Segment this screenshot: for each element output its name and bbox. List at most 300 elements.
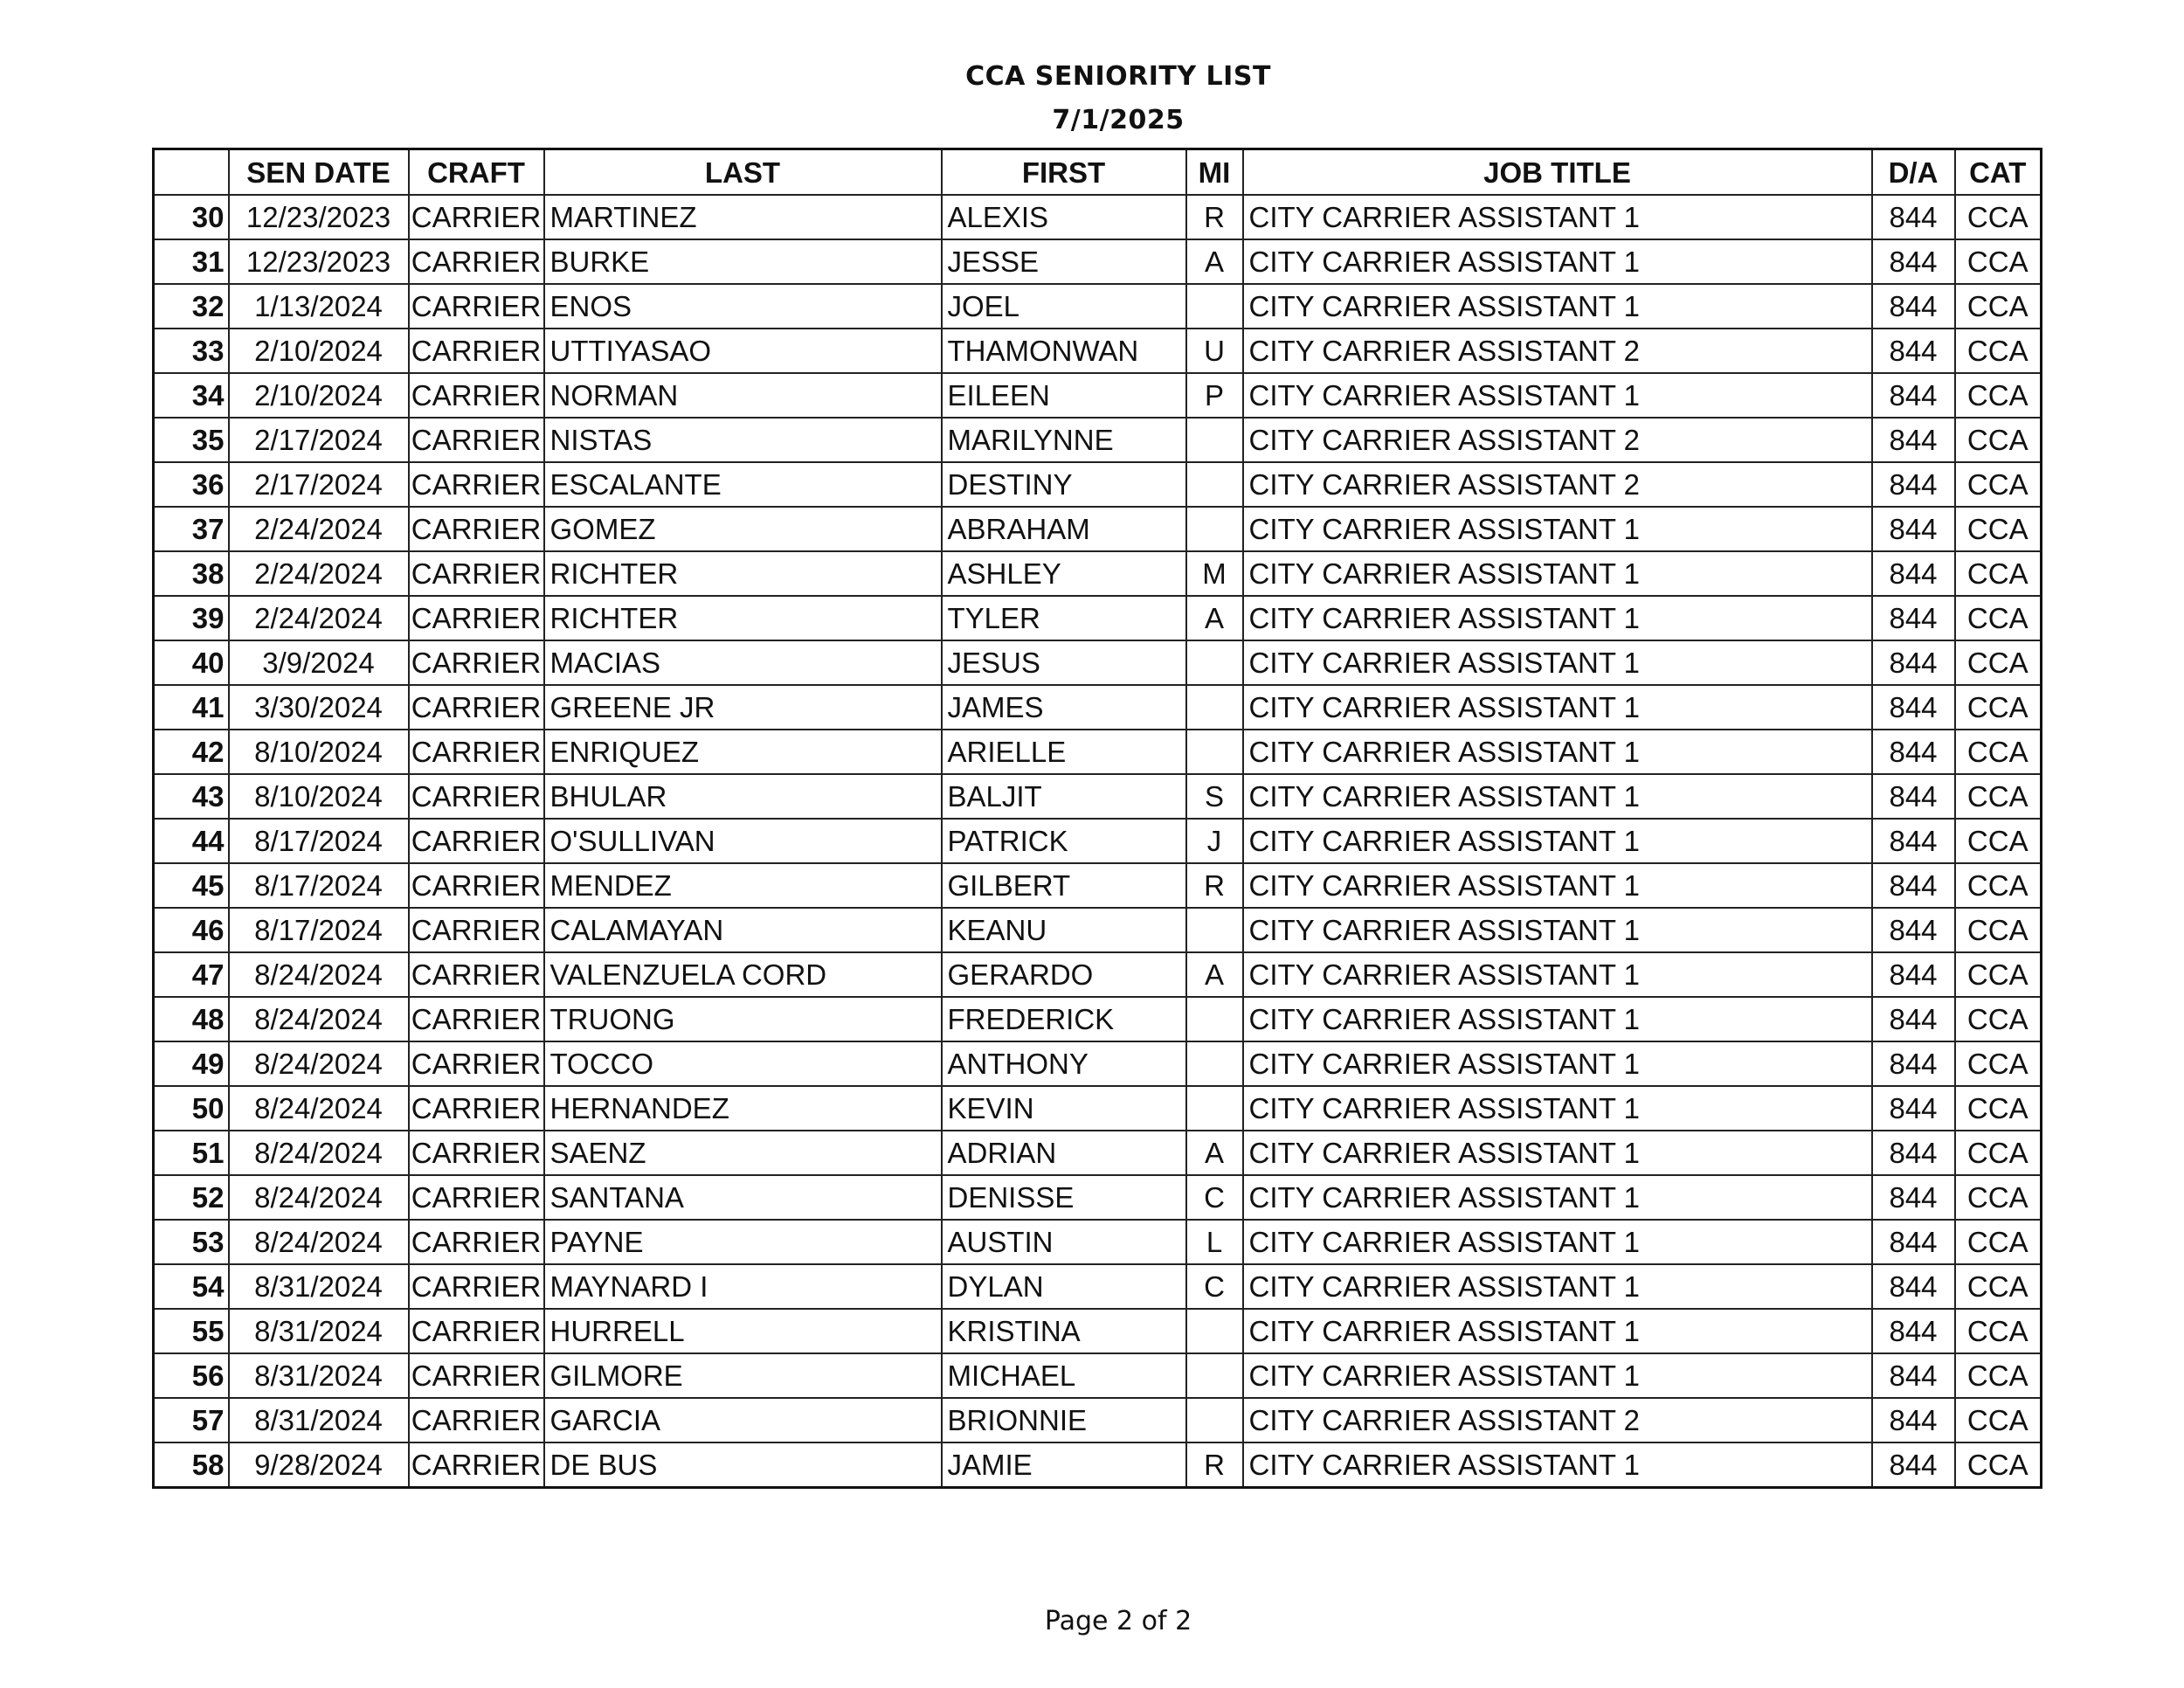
table-row — [154, 1398, 2042, 1442]
first-name-cell: THAMONWAN — [942, 329, 1186, 373]
mi-cell: M — [1186, 551, 1243, 596]
job-title-cell: CITY CARRIER ASSISTANT 1 — [1243, 1131, 1872, 1175]
row-number: 55 — [154, 1309, 229, 1353]
first-name-cell: ANTHONY — [942, 1041, 1186, 1086]
da-cell: 844 — [1872, 239, 1955, 284]
craft-cell: CARRIER — [409, 1175, 544, 1220]
first-name-cell: MICHAEL — [942, 1353, 1186, 1398]
row-number: 32 — [154, 284, 229, 329]
table-row — [154, 1353, 2042, 1398]
job-title-cell: CITY CARRIER ASSISTANT 1 — [1243, 863, 1872, 908]
job-title-cell: CITY CARRIER ASSISTANT 1 — [1243, 551, 1872, 596]
row-number: 53 — [154, 1220, 229, 1264]
last-name-cell: DE BUS — [544, 1442, 942, 1488]
last-name-cell: SAENZ — [544, 1131, 942, 1175]
cat-cell: CCA — [1955, 284, 2042, 329]
mi-cell: P — [1186, 373, 1243, 418]
table-row — [154, 1264, 2042, 1309]
sen-date-cell: 8/17/2024 — [229, 908, 409, 952]
craft-cell: CARRIER — [409, 640, 544, 685]
last-name-cell: NORMAN — [544, 373, 942, 418]
first-name-cell: JAMES — [942, 685, 1186, 730]
craft-cell: CARRIER — [409, 195, 544, 239]
last-name-cell: ENOS — [544, 284, 942, 329]
job-title-cell: CITY CARRIER ASSISTANT 1 — [1243, 730, 1872, 774]
craft-cell: CARRIER — [409, 1131, 544, 1175]
sen-date-cell: 2/10/2024 — [229, 373, 409, 418]
last-name-cell: GILMORE — [544, 1353, 942, 1398]
table-row — [154, 863, 2042, 908]
sen-date-cell: 8/17/2024 — [229, 863, 409, 908]
cat-cell: CCA — [1955, 1353, 2042, 1398]
job-title-cell: CITY CARRIER ASSISTANT 1 — [1243, 373, 1872, 418]
da-cell: 844 — [1872, 1175, 1955, 1220]
da-cell: 844 — [1872, 1353, 1955, 1398]
craft-cell: CARRIER — [409, 952, 544, 997]
mi-cell — [1186, 730, 1243, 774]
cat-cell: CCA — [1955, 1398, 2042, 1442]
row-number: 50 — [154, 1086, 229, 1131]
job-title-cell: CITY CARRIER ASSISTANT 1 — [1243, 284, 1872, 329]
first-name-cell: KEANU — [942, 908, 1186, 952]
table-row — [154, 284, 2042, 329]
da-cell: 844 — [1872, 1309, 1955, 1353]
mi-cell — [1186, 1398, 1243, 1442]
sen-date-cell: 8/24/2024 — [229, 1131, 409, 1175]
header-rownum — [154, 149, 229, 196]
job-title-cell: CITY CARRIER ASSISTANT 2 — [1243, 329, 1872, 373]
row-number: 56 — [154, 1353, 229, 1398]
row-number: 45 — [154, 863, 229, 908]
job-title-cell: CITY CARRIER ASSISTANT 1 — [1243, 239, 1872, 284]
mi-cell — [1186, 507, 1243, 551]
cat-cell: CCA — [1955, 373, 2042, 418]
job-title-cell: CITY CARRIER ASSISTANT 1 — [1243, 908, 1872, 952]
da-cell: 844 — [1872, 1264, 1955, 1309]
job-title-cell: CITY CARRIER ASSISTANT 1 — [1243, 774, 1872, 819]
last-name-cell: SANTANA — [544, 1175, 942, 1220]
first-name-cell: KEVIN — [942, 1086, 1186, 1131]
row-number: 37 — [154, 507, 229, 551]
cat-cell: CCA — [1955, 1442, 2042, 1488]
craft-cell: CARRIER — [409, 239, 544, 284]
first-name-cell: PATRICK — [942, 819, 1186, 863]
da-cell: 844 — [1872, 863, 1955, 908]
row-number: 40 — [154, 640, 229, 685]
sen-date-cell: 8/24/2024 — [229, 997, 409, 1041]
da-cell: 844 — [1872, 997, 1955, 1041]
table-row — [154, 1442, 2042, 1488]
last-name-cell: BURKE — [544, 239, 942, 284]
mi-cell — [1186, 284, 1243, 329]
cat-cell: CCA — [1955, 952, 2042, 997]
first-name-cell: AUSTIN — [942, 1220, 1186, 1264]
last-name-cell: MAYNARD I — [544, 1264, 942, 1309]
row-number: 58 — [154, 1442, 229, 1488]
last-name-cell: GOMEZ — [544, 507, 942, 551]
table-row — [154, 1175, 2042, 1220]
row-number: 54 — [154, 1264, 229, 1309]
sen-date-cell: 1/13/2024 — [229, 284, 409, 329]
da-cell: 844 — [1872, 908, 1955, 952]
first-name-cell: ABRAHAM — [942, 507, 1186, 551]
sen-date-cell: 2/17/2024 — [229, 462, 409, 507]
cat-cell: CCA — [1955, 507, 2042, 551]
da-cell: 844 — [1872, 195, 1955, 239]
da-cell: 844 — [1872, 507, 1955, 551]
row-number: 44 — [154, 819, 229, 863]
last-name-cell: PAYNE — [544, 1220, 942, 1264]
mi-cell: C — [1186, 1264, 1243, 1309]
table-row — [154, 195, 2042, 239]
row-number: 31 — [154, 239, 229, 284]
sen-date-cell: 3/30/2024 — [229, 685, 409, 730]
cat-cell: CCA — [1955, 1041, 2042, 1086]
last-name-cell: RICHTER — [544, 596, 942, 640]
sen-date-cell: 8/24/2024 — [229, 1041, 409, 1086]
last-name-cell: MACIAS — [544, 640, 942, 685]
row-number: 43 — [154, 774, 229, 819]
mi-cell — [1186, 908, 1243, 952]
cat-cell: CCA — [1955, 418, 2042, 462]
header-craft: CRAFT — [409, 149, 544, 196]
header-da: D/A — [1872, 149, 1955, 196]
craft-cell: CARRIER — [409, 284, 544, 329]
row-number: 39 — [154, 596, 229, 640]
craft-cell: CARRIER — [409, 596, 544, 640]
sen-date-cell: 8/31/2024 — [229, 1353, 409, 1398]
table-row — [154, 952, 2042, 997]
table-row — [154, 462, 2042, 507]
mi-cell — [1186, 685, 1243, 730]
document-title: CCA SENIORITY LIST — [965, 61, 1271, 92]
craft-cell: CARRIER — [409, 685, 544, 730]
job-title-cell: CITY CARRIER ASSISTANT 2 — [1243, 418, 1872, 462]
first-name-cell: GERARDO — [942, 952, 1186, 997]
craft-cell: CARRIER — [409, 819, 544, 863]
first-name-cell: JAMIE — [942, 1442, 1186, 1488]
sen-date-cell: 2/24/2024 — [229, 507, 409, 551]
table-row — [154, 1131, 2042, 1175]
last-name-cell: HERNANDEZ — [544, 1086, 942, 1131]
first-name-cell: BALJIT — [942, 774, 1186, 819]
da-cell: 844 — [1872, 685, 1955, 730]
da-cell: 844 — [1872, 284, 1955, 329]
page-footer: Page 2 of 2 — [1044, 1606, 1192, 1636]
table-row — [154, 373, 2042, 418]
mi-cell — [1186, 640, 1243, 685]
mi-cell — [1186, 1041, 1243, 1086]
cat-cell: CCA — [1955, 551, 2042, 596]
craft-cell: CARRIER — [409, 730, 544, 774]
last-name-cell: UTTIYASAO — [544, 329, 942, 373]
row-number: 52 — [154, 1175, 229, 1220]
mi-cell: J — [1186, 819, 1243, 863]
mi-cell: A — [1186, 596, 1243, 640]
sen-date-cell: 8/17/2024 — [229, 819, 409, 863]
da-cell: 844 — [1872, 329, 1955, 373]
first-name-cell: JESUS — [942, 640, 1186, 685]
cat-cell: CCA — [1955, 730, 2042, 774]
craft-cell: CARRIER — [409, 1041, 544, 1086]
header-job-title: JOB TITLE — [1243, 149, 1872, 196]
craft-cell: CARRIER — [409, 1309, 544, 1353]
da-cell: 844 — [1872, 819, 1955, 863]
mi-cell — [1186, 418, 1243, 462]
cat-cell: CCA — [1955, 819, 2042, 863]
cat-cell: CCA — [1955, 997, 2042, 1041]
row-number: 47 — [154, 952, 229, 997]
row-number: 30 — [154, 195, 229, 239]
table-row — [154, 1086, 2042, 1131]
craft-cell: CARRIER — [409, 1353, 544, 1398]
sen-date-cell: 9/28/2024 — [229, 1442, 409, 1488]
table-row — [154, 418, 2042, 462]
mi-cell: A — [1186, 952, 1243, 997]
job-title-cell: CITY CARRIER ASSISTANT 1 — [1243, 1353, 1872, 1398]
sen-date-cell: 8/10/2024 — [229, 774, 409, 819]
last-name-cell: GREENE JR — [544, 685, 942, 730]
craft-cell: CARRIER — [409, 1442, 544, 1488]
da-cell: 844 — [1872, 952, 1955, 997]
first-name-cell: FREDERICK — [942, 997, 1186, 1041]
table-row — [154, 774, 2042, 819]
mi-cell — [1186, 1086, 1243, 1131]
mi-cell: R — [1186, 195, 1243, 239]
craft-cell: CARRIER — [409, 507, 544, 551]
job-title-cell: CITY CARRIER ASSISTANT 1 — [1243, 685, 1872, 730]
job-title-cell: CITY CARRIER ASSISTANT 1 — [1243, 1264, 1872, 1309]
table-row — [154, 596, 2042, 640]
first-name-cell: TYLER — [942, 596, 1186, 640]
job-title-cell: CITY CARRIER ASSISTANT 2 — [1243, 1398, 1872, 1442]
last-name-cell: TRUONG — [544, 997, 942, 1041]
last-name-cell: BHULAR — [544, 774, 942, 819]
cat-cell: CCA — [1955, 329, 2042, 373]
mi-cell: L — [1186, 1220, 1243, 1264]
sen-date-cell: 12/23/2023 — [229, 239, 409, 284]
da-cell: 844 — [1872, 1398, 1955, 1442]
job-title-cell: CITY CARRIER ASSISTANT 1 — [1243, 819, 1872, 863]
da-cell: 844 — [1872, 1086, 1955, 1131]
cat-cell: CCA — [1955, 239, 2042, 284]
last-name-cell: CALAMAYAN — [544, 908, 942, 952]
mi-cell: A — [1186, 1131, 1243, 1175]
job-title-cell: CITY CARRIER ASSISTANT 1 — [1243, 997, 1872, 1041]
job-title-cell: CITY CARRIER ASSISTANT 1 — [1243, 1175, 1872, 1220]
mi-cell — [1186, 1353, 1243, 1398]
last-name-cell: ENRIQUEZ — [544, 730, 942, 774]
job-title-cell: CITY CARRIER ASSISTANT 1 — [1243, 1086, 1872, 1131]
craft-cell: CARRIER — [409, 1264, 544, 1309]
last-name-cell: MENDEZ — [544, 863, 942, 908]
da-cell: 844 — [1872, 1131, 1955, 1175]
da-cell: 844 — [1872, 730, 1955, 774]
craft-cell: CARRIER — [409, 418, 544, 462]
mi-cell: R — [1186, 863, 1243, 908]
job-title-cell: CITY CARRIER ASSISTANT 1 — [1243, 195, 1872, 239]
mi-cell — [1186, 1309, 1243, 1353]
craft-cell: CARRIER — [409, 551, 544, 596]
cat-cell: CCA — [1955, 1086, 2042, 1131]
first-name-cell: ADRIAN — [942, 1131, 1186, 1175]
row-number: 48 — [154, 997, 229, 1041]
first-name-cell: BRIONNIE — [942, 1398, 1186, 1442]
da-cell: 844 — [1872, 596, 1955, 640]
last-name-cell: O'SULLIVAN — [544, 819, 942, 863]
sen-date-cell: 3/9/2024 — [229, 640, 409, 685]
craft-cell: CARRIER — [409, 462, 544, 507]
da-cell: 844 — [1872, 640, 1955, 685]
da-cell: 844 — [1872, 1442, 1955, 1488]
last-name-cell: HURRELL — [544, 1309, 942, 1353]
first-name-cell: DENISSE — [942, 1175, 1186, 1220]
table-row — [154, 640, 2042, 685]
header-cat: CAT — [1955, 149, 2042, 196]
row-number: 34 — [154, 373, 229, 418]
cat-cell: CCA — [1955, 640, 2042, 685]
table-row — [154, 507, 2042, 551]
last-name-cell: RICHTER — [544, 551, 942, 596]
table-row — [154, 239, 2042, 284]
first-name-cell: DESTINY — [942, 462, 1186, 507]
cat-cell: CCA — [1955, 596, 2042, 640]
mi-cell — [1186, 997, 1243, 1041]
sen-date-cell: 8/31/2024 — [229, 1309, 409, 1353]
cat-cell: CCA — [1955, 685, 2042, 730]
cat-cell: CCA — [1955, 462, 2042, 507]
da-cell: 844 — [1872, 418, 1955, 462]
cat-cell: CCA — [1955, 1220, 2042, 1264]
cat-cell: CCA — [1955, 1264, 2042, 1309]
da-cell: 844 — [1872, 462, 1955, 507]
sen-date-cell: 8/24/2024 — [229, 952, 409, 997]
table-row — [154, 908, 2042, 952]
last-name-cell: MARTINEZ — [544, 195, 942, 239]
craft-cell: CARRIER — [409, 863, 544, 908]
header-first: FIRST — [942, 149, 1186, 196]
table-row — [154, 1309, 2042, 1353]
row-number: 51 — [154, 1131, 229, 1175]
job-title-cell: CITY CARRIER ASSISTANT 1 — [1243, 507, 1872, 551]
cat-cell: CCA — [1955, 1131, 2042, 1175]
header-sen-date: SEN DATE — [229, 149, 409, 196]
row-number: 36 — [154, 462, 229, 507]
craft-cell: CARRIER — [409, 1220, 544, 1264]
mi-cell: S — [1186, 774, 1243, 819]
da-cell: 844 — [1872, 551, 1955, 596]
table-row — [154, 819, 2042, 863]
table-row — [154, 730, 2042, 774]
job-title-cell: CITY CARRIER ASSISTANT 2 — [1243, 462, 1872, 507]
da-cell: 844 — [1872, 373, 1955, 418]
table-row — [154, 1041, 2042, 1086]
job-title-cell: CITY CARRIER ASSISTANT 1 — [1243, 1220, 1872, 1264]
table-row — [154, 685, 2042, 730]
seniority-table — [152, 148, 2042, 1489]
mi-cell: A — [1186, 239, 1243, 284]
row-number: 42 — [154, 730, 229, 774]
da-cell: 844 — [1872, 1041, 1955, 1086]
sen-date-cell: 2/24/2024 — [229, 551, 409, 596]
header-last: LAST — [544, 149, 942, 196]
first-name-cell: KRISTINA — [942, 1309, 1186, 1353]
first-name-cell: EILEEN — [942, 373, 1186, 418]
mi-cell: R — [1186, 1442, 1243, 1488]
sen-date-cell: 8/10/2024 — [229, 730, 409, 774]
row-number: 38 — [154, 551, 229, 596]
craft-cell: CARRIER — [409, 1086, 544, 1131]
craft-cell: CARRIER — [409, 774, 544, 819]
job-title-cell: CITY CARRIER ASSISTANT 1 — [1243, 1442, 1872, 1488]
craft-cell: CARRIER — [409, 373, 544, 418]
row-number: 35 — [154, 418, 229, 462]
first-name-cell: ALEXIS — [942, 195, 1186, 239]
craft-cell: CARRIER — [409, 997, 544, 1041]
document-date: 7/1/2025 — [1052, 105, 1185, 135]
job-title-cell: CITY CARRIER ASSISTANT 1 — [1243, 1041, 1872, 1086]
cat-cell: CCA — [1955, 863, 2042, 908]
cat-cell: CCA — [1955, 195, 2042, 239]
sen-date-cell: 2/10/2024 — [229, 329, 409, 373]
da-cell: 844 — [1872, 1220, 1955, 1264]
table-row — [154, 1220, 2042, 1264]
row-number: 41 — [154, 685, 229, 730]
first-name-cell: ASHLEY — [942, 551, 1186, 596]
craft-cell: CARRIER — [409, 908, 544, 952]
sen-date-cell: 8/31/2024 — [229, 1264, 409, 1309]
table-row — [154, 329, 2042, 373]
sen-date-cell: 2/24/2024 — [229, 596, 409, 640]
header-mi: MI — [1186, 149, 1243, 196]
craft-cell: CARRIER — [409, 329, 544, 373]
row-number: 57 — [154, 1398, 229, 1442]
sen-date-cell: 2/17/2024 — [229, 418, 409, 462]
cat-cell: CCA — [1955, 774, 2042, 819]
first-name-cell: DYLAN — [942, 1264, 1186, 1309]
sen-date-cell: 8/24/2024 — [229, 1220, 409, 1264]
cat-cell: CCA — [1955, 1175, 2042, 1220]
mi-cell — [1186, 462, 1243, 507]
last-name-cell: VALENZUELA CORD — [544, 952, 942, 997]
first-name-cell: GILBERT — [942, 863, 1186, 908]
table-row — [154, 997, 2042, 1041]
job-title-cell: CITY CARRIER ASSISTANT 1 — [1243, 1309, 1872, 1353]
table-header-row — [154, 149, 2042, 196]
row-number: 46 — [154, 908, 229, 952]
cat-cell: CCA — [1955, 1309, 2042, 1353]
last-name-cell: ESCALANTE — [544, 462, 942, 507]
last-name-cell: TOCCO — [544, 1041, 942, 1086]
sen-date-cell: 8/31/2024 — [229, 1398, 409, 1442]
sen-date-cell: 8/24/2024 — [229, 1175, 409, 1220]
job-title-cell: CITY CARRIER ASSISTANT 1 — [1243, 640, 1872, 685]
first-name-cell: JOEL — [942, 284, 1186, 329]
sen-date-cell: 8/24/2024 — [229, 1086, 409, 1131]
sen-date-cell: 12/23/2023 — [229, 195, 409, 239]
da-cell: 844 — [1872, 774, 1955, 819]
job-title-cell: CITY CARRIER ASSISTANT 1 — [1243, 952, 1872, 997]
row-number: 33 — [154, 329, 229, 373]
table-row — [154, 551, 2042, 596]
last-name-cell: NISTAS — [544, 418, 942, 462]
first-name-cell: ARIELLE — [942, 730, 1186, 774]
mi-cell: C — [1186, 1175, 1243, 1220]
cat-cell: CCA — [1955, 908, 2042, 952]
first-name-cell: JESSE — [942, 239, 1186, 284]
last-name-cell: GARCIA — [544, 1398, 942, 1442]
mi-cell: U — [1186, 329, 1243, 373]
